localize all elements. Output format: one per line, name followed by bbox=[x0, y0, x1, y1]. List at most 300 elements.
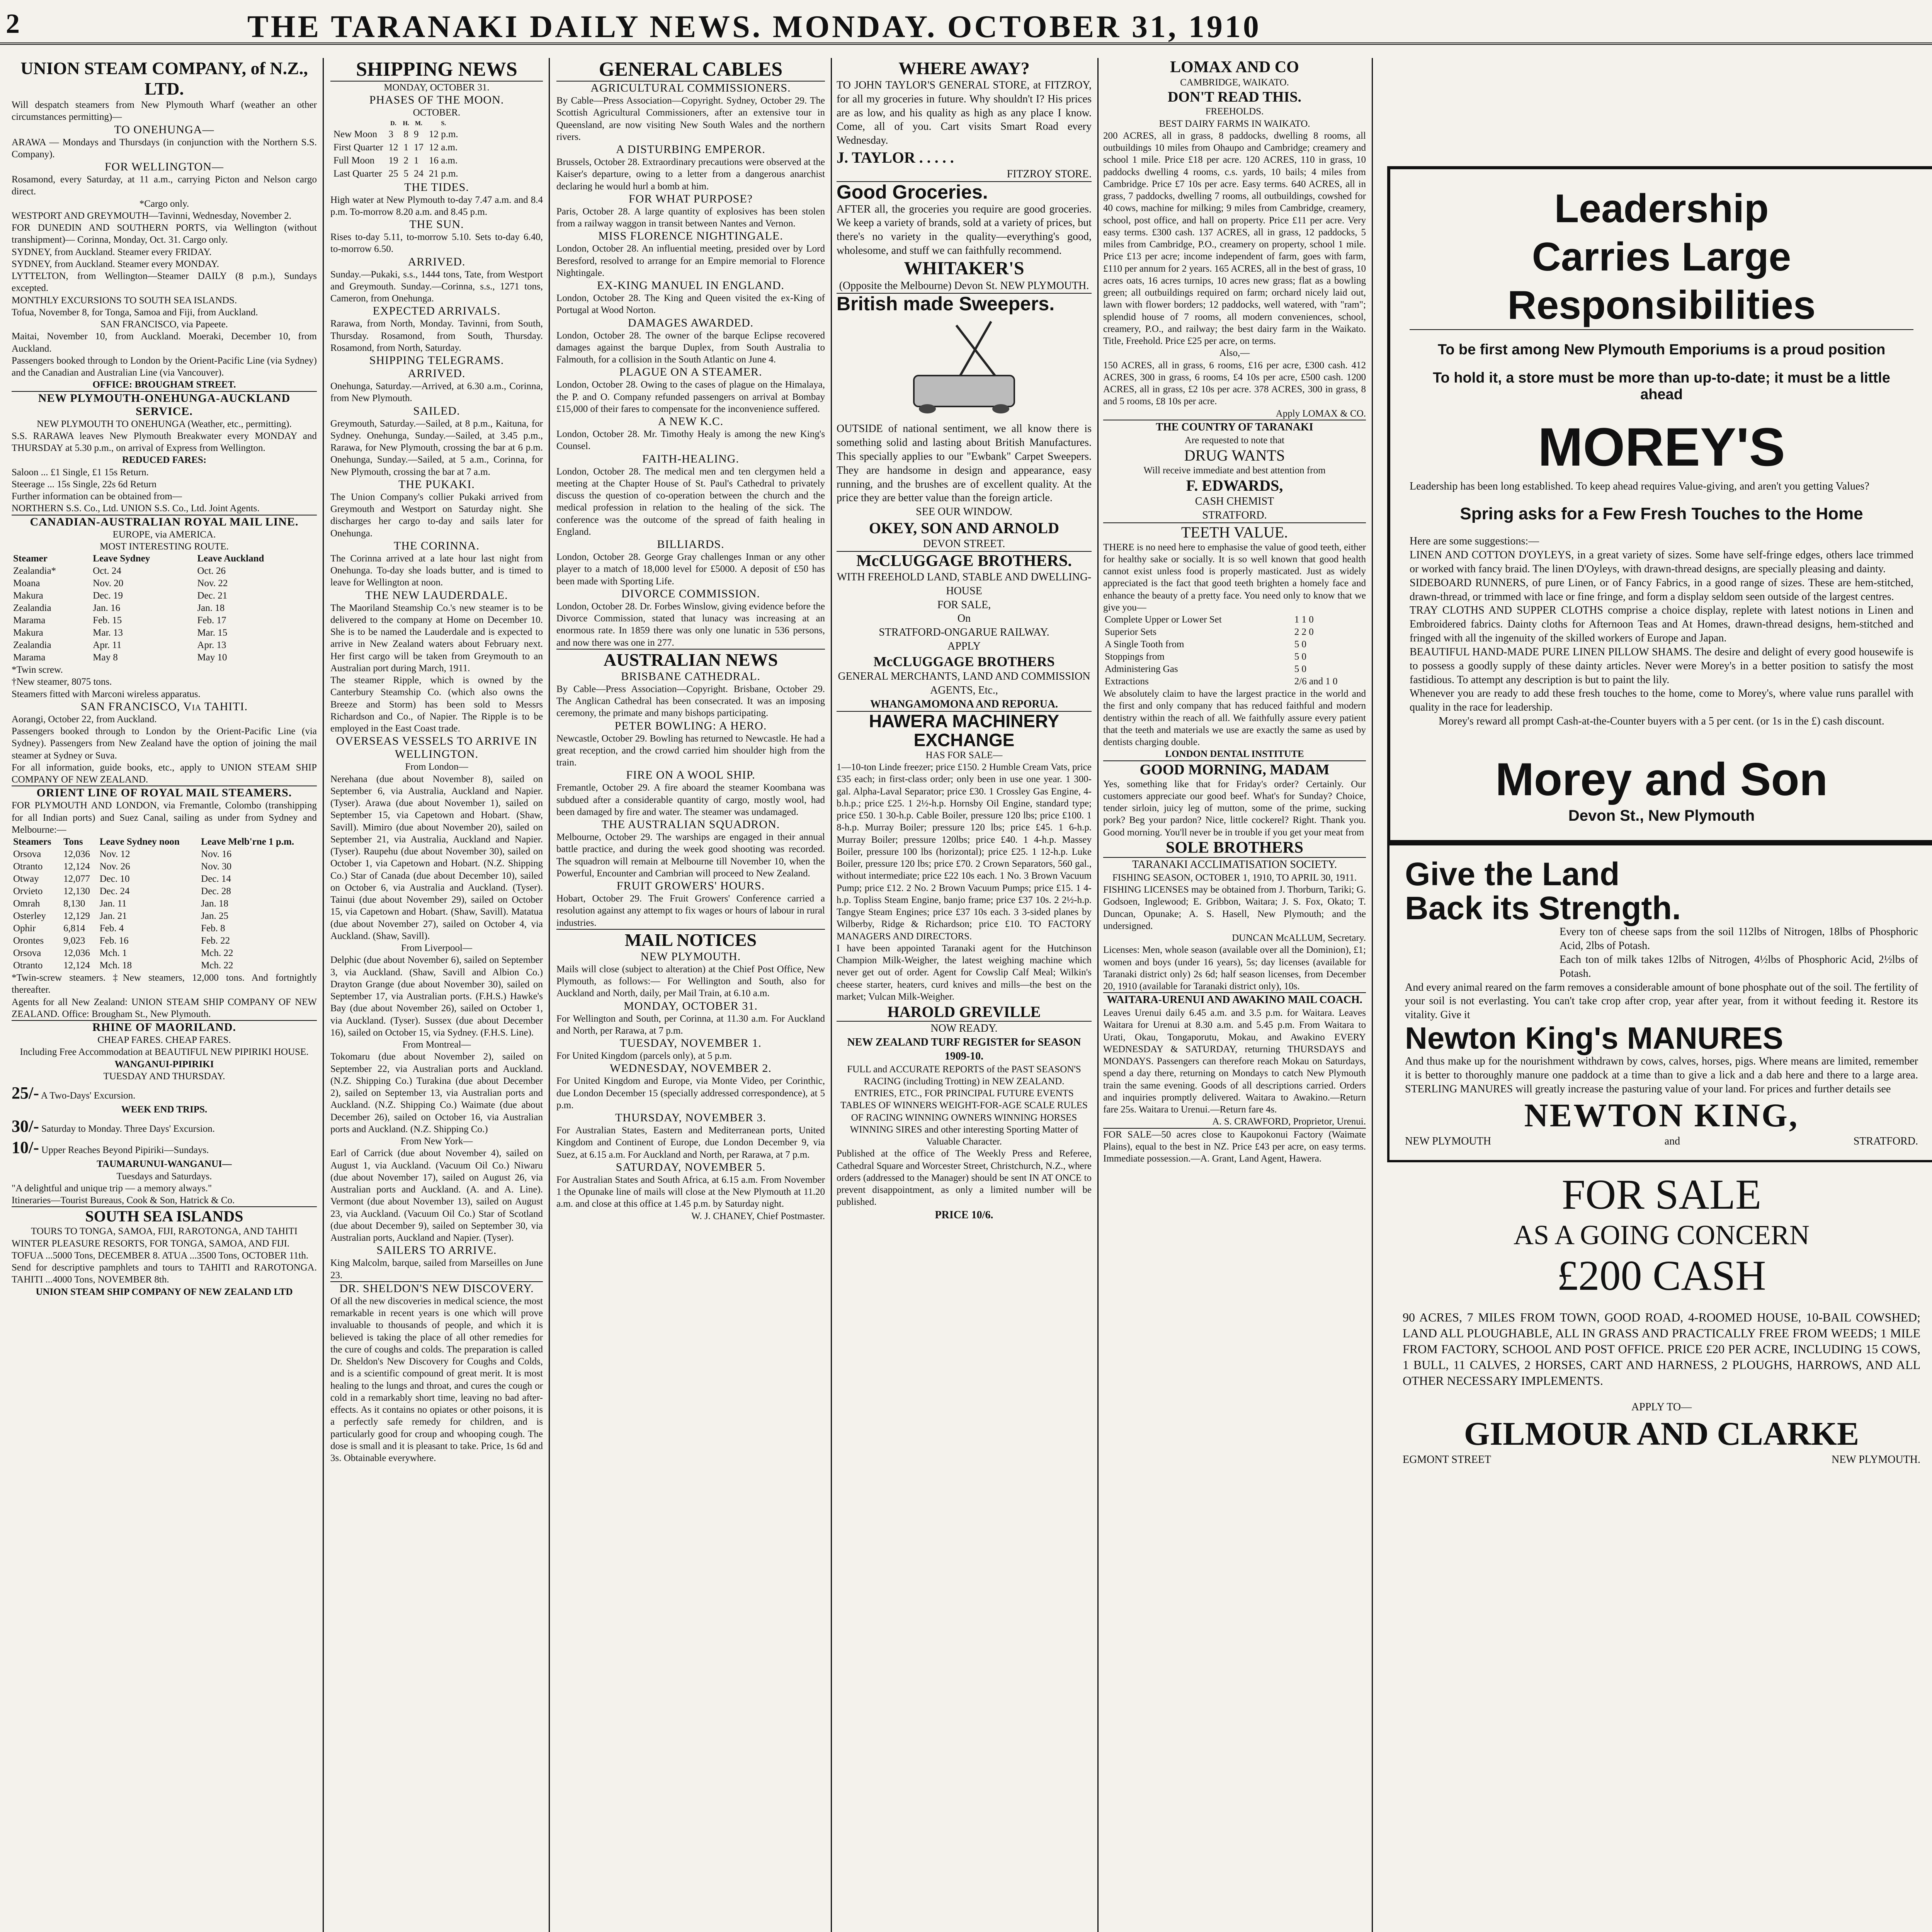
teeth-price-table bbox=[1103, 614, 1366, 688]
orient-cell: 12,124 bbox=[63, 960, 90, 971]
orient-cell: Nov. 12 bbox=[99, 849, 130, 859]
drug-text: Will receive immediate and best attention from bbox=[1143, 465, 1326, 476]
whangamomona: WHANGAMOMONA AND REPORUA. bbox=[870, 698, 1058, 710]
fire-heading: FIRE ON A WOOL SHIP. bbox=[626, 769, 755, 782]
responsibilities-heading: Responsibilities bbox=[1507, 282, 1816, 328]
telegrams-arrived: ARRIVED. bbox=[408, 367, 466, 380]
dunedin: FOR DUNEDIN AND SOUTHERN PORTS, via Wellington (without transhipment)— Corinna, Monday, Oct. 31. Cargo only. bbox=[12, 223, 317, 245]
orient-row bbox=[12, 848, 317, 861]
sheldon-text: Of all the new discoveries in medical science, the most remarkable in recent years is one which will prove invaluable to thousands of people, and which it is believed is taking the place of all other remedies for the cure of coughs and colds. The preparation is called Dr. Sheldon's New Discovery for Coughs and Colds, and is a scientific compound of great merit. It is most healing to the lungs and throat, and cures the cough or cold in a remarkably short time, leaving no bad after-effects. As it contains no opiates or other poisons, it is a perfectly safe remedy for children, and is particularly good for croup and whooping cough. The dose is small and it is pleasant to take. Price, 1s 6d and 3s. Obtainable everywhere. bbox=[330, 1296, 543, 1463]
orient-row bbox=[12, 885, 317, 898]
orient-cell: 12,077 bbox=[63, 874, 90, 884]
teeth-price-row bbox=[1103, 638, 1366, 651]
reduced-fares: REDUCED FARES: bbox=[122, 455, 207, 466]
agri-heading: AGRICULTURAL COMMISSIONERS. bbox=[590, 82, 791, 94]
orient-row bbox=[12, 910, 317, 922]
canadian-cell: May 8 bbox=[93, 652, 118, 663]
gilmour-and-clarke: GILMOUR AND CLARKE bbox=[1464, 1415, 1859, 1452]
fruit-heading: FRUIT GROWERS' HOURS. bbox=[616, 879, 765, 892]
canadian-cell: Dec. 21 bbox=[197, 590, 228, 601]
bowling-heading: PETER BOWLING: A HERO. bbox=[614, 719, 767, 732]
moon-cell: 5 bbox=[403, 168, 408, 179]
carpet-sweeper-icon bbox=[891, 318, 1037, 418]
crawford: A. S. CRAWFORD, Proprietor, Urenui. bbox=[1212, 1116, 1366, 1127]
orient-cell: Mch. 1 bbox=[99, 948, 127, 958]
pillow-shams: BEAUTIFUL HAND-MADE PURE LINEN PILLOW SHAMS. The desire and delight of every good housewife is to possess a goodly supply of these dainty articles. Never were Morey's in a better position to satisfy the most fastidious. To attempt any description is but to paint the lily. bbox=[1410, 646, 1913, 686]
emperor-text: Brussels, October 28. Extraordinary precautions were observed at the Kaiser's departure, owing to a letter from a dangerous anarchist declaring he would hurl a bomb at him. bbox=[556, 157, 825, 192]
morey-advertisement bbox=[1387, 166, 1932, 843]
waitara-text: Leaves Urenui daily 6.45 a.m. and 3.5 p.m. for Waitara. Leaves Waitara for Urenui at 8.30 a.m. and 5.45 p.m. From Waitara to Urati, Okau, Tongaporutu, Mokau, and Awakino EVERY WEDNESDAY & SATURDAY, returning THURSDAYS and MONDAYS. Passengers can therefore reach Mokau on Saturdays, spend a day there, returning on Mondays to catch New Plymouth train the same evening. Goods of all descriptions carried. Orders and inquiries promptly delivered. Waitara to Awakino.—Return fare 25s. Waitara to Urenui.—Return fare 4s. bbox=[1103, 1008, 1366, 1115]
drug-wants: DRUG WANTS bbox=[1184, 446, 1285, 464]
okey-son-arnold: OKEY, SON AND ARNOLD bbox=[869, 519, 1059, 537]
passengers: Passengers booked through to London by the Orient-Pacific Line (via Sydney) and the Canadian and Australian Line (via Vancouver). bbox=[12, 355, 317, 378]
orient-cell: Dec. 10 bbox=[99, 874, 130, 884]
teeth-price-cell: A Single Tooth from bbox=[1105, 639, 1184, 650]
october-label: OCTOBER. bbox=[413, 107, 461, 118]
canadian-cell: Makura bbox=[13, 590, 43, 601]
bowling-text: Newcastle, October 29. Bowling has returned to Newcastle. He had a great reception, and the crowd carried him shoulder high from the train. bbox=[556, 733, 825, 768]
canadian-cell: May 10 bbox=[197, 652, 227, 663]
moon-cell: 1 bbox=[403, 142, 408, 153]
orient-heading: ORIENT LINE OF ROYAL MAIL STEAMERS. bbox=[36, 786, 292, 799]
sun-text: Rises to-day 5.11, to-morrow 5.10. Sets to-day 6.40, to-morrow 6.50. bbox=[330, 232, 543, 255]
tofua-dates: TOFUA ...5000 Tons, DECEMBER 8. ATUA ...3500 Tons, OCTOBER 11th. bbox=[12, 1250, 309, 1261]
mailings: Maitai, November 10, from Auckland. Moeraki, December 10, from Auckland. bbox=[12, 331, 317, 354]
northern-agents: NORTHERN S.S. Co., Ltd. UNION S.S. Co., Ltd. Joint Agents. bbox=[12, 503, 260, 514]
moon-column-header: S. bbox=[441, 120, 446, 127]
fishing-season: FISHING SEASON, OCTOBER 1, 1910, TO APRIL 30, 1911. bbox=[1112, 872, 1357, 883]
british-sweepers-text: OUTSIDE of national sentiment, we all know there is something solid and lasting about British Manufactures. This specially applies to our "Ewbank" Carpet Sweepers. They are handsome in design and appearance, easy running, and the brushes are of excellent quality. At the price they are better value than the foreign article. bbox=[837, 423, 1092, 504]
arrived-heading: ARRIVED. bbox=[408, 255, 466, 268]
whitaker-sub: (Opposite the Melbourne) Devon St. NEW PLYMOUTH. bbox=[839, 279, 1089, 292]
steerage: Steerage ... 15s Single, 22s 6d Return bbox=[12, 479, 156, 490]
fitzroy-store: FITZROY STORE. bbox=[1007, 168, 1092, 180]
merchants: GENERAL MERCHANTS, LAND AND COMMISSION AGENTS, Etc., bbox=[838, 670, 1090, 696]
two-days: A Two-Days' Excursion. bbox=[41, 1090, 136, 1101]
canadian-row bbox=[12, 577, 317, 590]
sf-info: For all information, guide books, etc., apply to UNION STEAM SHIP COMPANY OF NEW ZEALAND. bbox=[12, 762, 317, 785]
british-sweepers-heading: British made Sweepers. bbox=[837, 293, 1055, 315]
orient-cell: Jan. 11 bbox=[99, 898, 127, 909]
lauderdale-heading: THE NEW LAUDERDALE. bbox=[365, 588, 508, 602]
column-divider bbox=[831, 58, 832, 1932]
canadian-cell: Jan. 16 bbox=[93, 603, 121, 613]
orient-cell: Nov. 26 bbox=[99, 861, 130, 872]
moon-cell: 21 p.m. bbox=[429, 168, 458, 179]
teeth-price-cell: 5 0 bbox=[1294, 664, 1307, 675]
orient-cell: Otranto bbox=[13, 960, 43, 971]
moon-cell: 12 bbox=[388, 142, 398, 153]
saturday-text: For Australian States and South Africa, at 6.15 a.m. From November 1 the Opunake line of mails will close at the New Plymouth at 11.20 a.m. and close at this office at 1.45 p.m. by Saturday night. bbox=[556, 1174, 825, 1209]
wednesday-heading: WEDNESDAY, NOVEMBER 2. bbox=[610, 1062, 772, 1075]
requested: Are requested to note that bbox=[1184, 435, 1285, 446]
nk-new-plymouth: NEW PLYMOUTH bbox=[1405, 1135, 1492, 1148]
general-cables-heading: GENERAL CABLES bbox=[599, 58, 783, 80]
canadian-cell: Mar. 13 bbox=[93, 628, 123, 638]
faith-heading: FAITH-HEALING. bbox=[642, 452, 739, 465]
moon-cell: 3 bbox=[388, 129, 393, 139]
onehunga-heading: TO ONEHUNGA— bbox=[114, 123, 214, 136]
orient-row bbox=[12, 947, 317, 959]
canadian-cell: Apr. 11 bbox=[93, 640, 122, 650]
egmont-street: EGMONT STREET bbox=[1403, 1453, 1491, 1466]
thursday-heading: THURSDAY, NOVEMBER 3. bbox=[615, 1111, 767, 1124]
nk-stratford: STRATFORD. bbox=[1853, 1135, 1918, 1148]
saloon: Saloon ... £1 Single, £1 15s Return. bbox=[12, 467, 149, 478]
back-strength-heading: Back its Strength. bbox=[1405, 890, 1681, 926]
canadian-column-header: Leave Auckland bbox=[197, 553, 264, 564]
sf-tahiti-heading: SAN FRANCISCO, Via TAHITI. bbox=[80, 700, 248, 713]
sun-heading: THE SUN. bbox=[409, 218, 464, 231]
canadian-cell: Marama bbox=[13, 652, 46, 663]
moon-cell: 12 p.m. bbox=[429, 129, 458, 139]
purpose-heading: FOR WHAT PURPOSE? bbox=[629, 192, 753, 205]
fruit-text: Hobart, October 29. The Fruit Growers' Conference carried a resolution against any attempt to fix wages or hours of labour in rural industries. bbox=[556, 893, 825, 928]
cash-heading: £200 CASH bbox=[1557, 1252, 1766, 1299]
manuel-heading: EX-KING MANUEL IN ENGLAND. bbox=[597, 279, 784, 292]
best-dairy: BEST DAIRY FARMS IN WAIKATO. bbox=[1159, 118, 1310, 129]
sideboard-runners: SIDEBOARD RUNNERS, of pure Linen, or of Fancy Fabrics, in a good range of sizes. These are hem-stitched, drawn-thread, or trimmed with lace or fine fringe, and form a display seldom seen outside of the largest centres. bbox=[1410, 577, 1913, 603]
nk-and: and bbox=[1664, 1135, 1680, 1148]
montreal-text: Tokomaru (due about November 2), sailed on September 22, via Australian ports and Auckland. (N.Z. Shipping Co.) Turakina (due about December 2), sailed on September 13, via Australian ports and Auckland. (N.Z. Shipping Co.) Waimate (due about December 26), sailed on October 16, via Australian ports and Auckland. (N.Z. Shipping Co.) bbox=[330, 1051, 543, 1134]
ripple-text: The steamer Ripple, which is owned by the Canterbury Steamship Co. (which also owns the Breeze and Storm) has been sold to Messrs Richardson and Co., of Napier. The Ripple is to be employed in the East Coast trade. bbox=[330, 675, 543, 734]
lyttelton: LYTTELTON, from Wellington—Steamer DAILY (8 p.m.), Sundays excepted. bbox=[12, 271, 317, 294]
union-footer: UNION STEAM SHIP COMPANY OF NEW ZEALAND LTD bbox=[36, 1286, 293, 1297]
canadian-cell: Makura bbox=[13, 628, 43, 638]
also-text: 150 ACRES, all in grass, 6 rooms, £16 per acre, £300 cash. 412 ACRES, 300 in grass, 6 rooms, £4 10s per acre, £500 cash. 1200 ACRES, all in grass, £2 10s per acre. 378 ACRES, 300 in grass, 8 and 5 rooms, £8 10s per acre. bbox=[1103, 360, 1366, 407]
carries-large-heading: Carries Large bbox=[1532, 234, 1791, 279]
moon-cell: 24 bbox=[413, 168, 423, 179]
monday-heading: MONDAY, OCTOBER 31. bbox=[624, 999, 758, 1012]
rhine-heading: RHINE OF MAORILAND. bbox=[92, 1021, 236, 1034]
teeth-price-cell: Administering Gas bbox=[1105, 664, 1178, 675]
orient-cell: 12,036 bbox=[63, 948, 90, 958]
column-shipping-news bbox=[330, 58, 543, 1932]
for-sale: FOR SALE, bbox=[937, 599, 991, 611]
lomax-text: 200 ACRES, all in grass, 8 paddocks, dwelling 8 rooms, all outbuildings 10 miles from Ohaupo and Cambridge; creamery and school 1 mile. Price £18 per acre. 120 ACRES, 110 in grass, 10 paddocks dwelling 4 rooms, c.s. yards, 10 bails; 4 miles from Cambridge. Price £7 10s per acre. Easy terms. 640 ACRES, all in grass, 7 paddocks, dwelling 7 rooms, all outbuildings, cowshed for 40 cows, machine for milking; 9 miles from Cambridge, creamery, school, post office, and hall on property. Price £11 per acre. Very easy terms. £300 cash. 137 ACRES, all in grass, 12 paddocks, 5 miles from Cambridge, P.O., creamery on property, school 1 mile. Price £13 per acre; income independent of farm, goes with farm, £110 per annum for 2 years. 165 ACRES, all in the best of grass, 10 acres oats, 16 acres turnips, 10 acres new grass; flat as a bowling green; all outbuildings required on farm; orchard nicely laid out, lawn with flower borders; 12 paddocks, well watered, with "ram"; splendid house of 7 rooms, all modern conveniences, school, creamery, P.O., and railway; the best dairy farm in the Waikato. Title, Freehold. Price £25 per acre, on terms. bbox=[1103, 130, 1366, 346]
corinna-text: The Corinna arrived at a late hour last night from Onehunga. To-day she loads butter, and is timed to leave for Wellington at noon. bbox=[330, 553, 543, 588]
orient-cell: Ophir bbox=[13, 923, 36, 934]
expected-heading: EXPECTED ARRIVALS. bbox=[372, 304, 501, 318]
canadian-row bbox=[12, 639, 317, 651]
damages-text: London, October 28. The owner of the barque Eclipse recovered damages against the barque Duplex, from South Australia to Falmouth, for a collision in the South Atlantic on June 4. bbox=[556, 330, 825, 365]
going-concern: AS A GOING CONCERN bbox=[1513, 1219, 1810, 1251]
orient-agents: Agents for all New Zealand: UNION STEAM SHIP COMPANY OF NEW ZEALAND. Office: Brougham St., New Plymouth. bbox=[12, 997, 317, 1019]
moon-cell: Full Moon bbox=[333, 155, 375, 166]
country-heading: THE COUNTRY OF TARANAKI bbox=[1156, 421, 1313, 433]
teeth-price-row bbox=[1103, 614, 1366, 626]
orient-cell: Orsova bbox=[13, 948, 41, 958]
stratford: STRATFORD. bbox=[1202, 509, 1267, 521]
sailed-text: Greymouth, Saturday.—Sailed, at 8 p.m., Kaituna, for Sydney. Onehunga, Sunday.—Sailed, at 3.45 p.m., Rarawa, for New Plymouth, crossing the bar at 6 p.m. Onehunga, Sunday.—Sailed, at 5 a.m., Corinna, for New Plymouth, crossing the bar at 7 a.m. bbox=[330, 418, 543, 477]
taylor: J. TAYLOR . . . . . bbox=[837, 149, 954, 167]
also: Also,— bbox=[1219, 348, 1250, 359]
kc-heading: A NEW K.C. bbox=[658, 415, 724, 428]
on-label: On bbox=[957, 612, 971, 625]
has-for-sale: HAS FOR SALE— bbox=[925, 750, 1003, 760]
billiards-text: London, October 28. George Gray challenges Inman or any other player to a match of 18,000 level for £5000. A deposit of £50 has been made with Sporting Life. bbox=[556, 552, 825, 587]
orient-schedule-table bbox=[12, 836, 317, 972]
from-newyork: From New York— bbox=[400, 1136, 473, 1146]
licenses: Licenses: Men, whole season (available over all the Dominion), £1; women and boys (under 16 years), 5s; day licenses (available for Taranaki district only) 2s 6d; half season licenses, from December 20, 1910 (available for Taranaki district only), 10s. bbox=[1103, 945, 1366, 992]
good-groceries-heading: Good Groceries. bbox=[837, 181, 988, 203]
canadian-cell: Jan. 18 bbox=[197, 603, 225, 613]
canadian-column-header: Steamer bbox=[13, 553, 48, 564]
cheese-text: Every ton of cheese saps from the soil 112lbs of Nitrogen, 18lbs of Phosphoric Acid, 2lbs of Potash. bbox=[1560, 926, 1918, 952]
sydney-auckland-2: SYDNEY, from Auckland. Steamer every MONDAY. bbox=[12, 259, 219, 269]
orient-cell: Jan. 25 bbox=[201, 911, 228, 921]
good-morning-text: Yes, something like that for Friday's order? Certainly. Our customers appreciate our good beef. What's for Sunday? Choice, tender sirloin, juicy leg of mutton, some of the prime, sucking pork? Beg your pardon? Nice, little cockerel? Right. Thank you. Good morning. You'll never be in trouble if you get your meat from bbox=[1103, 779, 1366, 838]
tuesday-text: For United Kingdom (parcels only), at 5 p.m. bbox=[556, 1051, 732, 1061]
orient-cell: Feb. 22 bbox=[201, 935, 230, 946]
telegrams-text: Onehunga, Saturday.—Arrived, at 6.30 a.m., Corinna, from New Plymouth. bbox=[330, 381, 543, 404]
column-divider bbox=[1097, 58, 1099, 1932]
newton-king-advertisement bbox=[1387, 843, 1932, 1162]
np-onehunga-heading: NEW PLYMOUTH-ONEHUNGA-AUCKLAND SERVICE. bbox=[38, 391, 291, 418]
orient-cell: Feb. 8 bbox=[201, 923, 225, 934]
nightingale-text: London, October 28. An influential meeting, presided over by Lord Beresford, resolved to arrange for an Empire memorial to Florence Nightingale. bbox=[556, 243, 825, 278]
moon-cell: 25 bbox=[388, 168, 398, 179]
from-liverpool: From Liverpool— bbox=[401, 943, 472, 953]
canadian-cell: Oct. 26 bbox=[197, 566, 226, 576]
manures-text: And thus make up for the nourishment withdrawn by cows, calves, horses, pigs. Where means are limited, remember it is better to thoroughly manure one paddock at a time than to give a lick and a dab here and there to a large area. STERLING MANURES will greatly increase the pasturing value of your land. For prices and further details see bbox=[1405, 1055, 1918, 1095]
orient-cell: Feb. 4 bbox=[99, 923, 124, 934]
further-info: Further information can be obtained from— bbox=[12, 491, 182, 502]
squadron-heading: THE AUSTRALIAN SQUADRON. bbox=[601, 818, 780, 831]
teeth-text-2: We absolutely claim to have the largest practice in the world and the first and only company that has reduced faithful and modern dentistry within the reach of all. We faithfully assure every patient that the teeth and materials we use are exactly the same as used by dentists charging double. bbox=[1103, 689, 1366, 748]
orient-cell: Jan. 18 bbox=[201, 898, 228, 909]
orient-column-header: Leave Sydney noon bbox=[99, 837, 180, 847]
apply-to: APPLY TO— bbox=[1631, 1401, 1692, 1413]
canadian-row bbox=[12, 651, 317, 664]
tides-heading: THE TIDES. bbox=[404, 180, 469, 194]
brisbane-text: By Cable—Press Association—Copyright. Brisbane, October 29. The Anglican Cathedral has been consecrated. It was an imposing ceremony, the primate and many bishops participating. bbox=[556, 684, 825, 719]
canadian-cell: Nov. 22 bbox=[197, 578, 228, 588]
sailers-heading: SAILERS TO ARRIVE. bbox=[376, 1244, 497, 1257]
orient-cell: Orvieto bbox=[13, 886, 43, 896]
masthead bbox=[0, 0, 1932, 45]
orient-cell: Nov. 16 bbox=[201, 849, 232, 859]
morey-address: Devon St., New Plymouth bbox=[1568, 807, 1755, 824]
itineraries-2: Send for descriptive pamphlets and tours to TAHITI and RAROTONGA. TAHITI ...4000 Tons, NOVEMBER 8th. bbox=[12, 1262, 317, 1285]
tray-cloths: TRAY CLOTHS AND SUPPER CLOTHS comprise a choice display, replete with latest notions in Linen and Embroidered fabrics. Dainty cloths for Afternoon Teas and At Homes, drawn-thread designs, hem-stitched and fringed with all the ingenuity of the skilled workers of Europe and Japan. bbox=[1410, 604, 1913, 645]
orient-row bbox=[12, 959, 317, 972]
sole-brothers: SOLE BROTHERS bbox=[1166, 838, 1303, 857]
accommodation: Including Free Accommodation at BEAUTIFUL NEW PIPIRIKI HOUSE. bbox=[20, 1047, 309, 1058]
teeth-price-row bbox=[1103, 651, 1366, 663]
teeth-price-row bbox=[1103, 663, 1366, 675]
teeth-price-row bbox=[1103, 675, 1366, 688]
column-ads-right bbox=[1103, 58, 1366, 1932]
harold-greville: HAROLD GREVILLE bbox=[887, 1003, 1041, 1021]
teeth-price-cell: 2 2 0 bbox=[1294, 627, 1314, 638]
turf-register: NEW ZEALAND TURF REGISTER for SEASON 1909-10. bbox=[847, 1036, 1081, 1062]
hawera-heading: HAWERA MACHINERY EXCHANGE bbox=[869, 711, 1060, 750]
acclim-text: FISHING LICENSES may be obtained from J. Thorburn, Tariki; G. Godsoen, Inglewood; E. Gribbon, Waitara; J. S. Fox, Okato; T. Duncan, Opunake; A. S. Hasell, New Plymouth; and the undersigned. bbox=[1103, 884, 1366, 931]
corinna-heading: THE CORINNA. bbox=[394, 539, 480, 552]
sailers-text: King Malcolm, barque, sailed from Marseilles on June 23. bbox=[330, 1258, 543, 1281]
tours: TOURS TO TONGA, SAMOA, FIJI, RAROTONGA, AND TAHITI bbox=[31, 1226, 298, 1237]
orient-cell: 12,124 bbox=[63, 861, 90, 872]
moon-cell: New Moon bbox=[333, 129, 378, 139]
union-intro: Will despatch steamers from New Plymouth Wharf (weather an other circumstances permitting)— bbox=[12, 100, 317, 122]
reward: Morey's reward all prompt Cash-at-the-Counter buyers with a 5 per cent. (or 1s in the £) cash discount. bbox=[1439, 715, 1884, 727]
orient-cell: Orontes bbox=[13, 935, 44, 946]
london-dental: LONDON DENTAL INSTITUTE bbox=[1165, 749, 1304, 760]
new-plymouth-heading: NEW PLYMOUTH. bbox=[640, 950, 741, 963]
union-company-heading: UNION STEAM COMPANY, of N.Z., LTD. bbox=[20, 58, 308, 99]
teeth-price-row bbox=[1103, 626, 1366, 638]
stratford-railway: STRATFORD-ONGARUE RAILWAY. bbox=[879, 626, 1049, 639]
column-display-ads bbox=[1387, 58, 1932, 1932]
mcallum: DUNCAN McALLUM, Secretary. bbox=[1232, 933, 1366, 944]
saturday-monday: Saturday to Monday. Three Days' Excursion. bbox=[41, 1124, 215, 1134]
plague-text: London, October 28. Owing to the cases of plague on the Himalaya, the P. and O. Company refunded passengers on arrival at Bombay £15,000 of their fares to compensate for the inconvenience suffered. bbox=[556, 379, 825, 414]
tuesday-heading: TUESDAY, NOVEMBER 1. bbox=[620, 1037, 762, 1049]
wednesday-text: For United Kingdom and Europe, via Monte Video, per Corinthic, due London December 15 (specially addressed correspondence), at 5 p.m. bbox=[556, 1076, 825, 1111]
where-away-heading: WHERE AWAY? bbox=[898, 58, 1030, 78]
from-montreal: From Montreal— bbox=[402, 1039, 471, 1050]
morey-leadership-text: Leadership has been long established. To keep ahead requires Value-giving, and aren't you getting Values? bbox=[1410, 480, 1869, 493]
moon-row bbox=[331, 155, 461, 167]
canadian-row bbox=[12, 614, 317, 627]
taumarunui: TAUMARUNUI-WANGANUI— bbox=[97, 1159, 232, 1170]
orient-cell: Nov. 30 bbox=[201, 861, 232, 872]
np-onehunga: NEW PLYMOUTH TO ONEHUNGA (Weather, etc., permitting). bbox=[37, 418, 292, 429]
milk-text: Each ton of milk takes 12lbs of Nitrogen, 4½lbs of Phosphoric Acid, 2½lbs of Potash. bbox=[1560, 953, 1918, 980]
sf-text: Passengers booked through to London by the Orient-Pacific Line (via Sydney). Passengers from New Zealand have the option of joining the mail steamer at Sydney or Suva. bbox=[12, 726, 317, 761]
teeth-price-cell: Extractions bbox=[1105, 676, 1149, 687]
where-away-text: TO JOHN TAYLOR'S GENERAL STORE, at FITZROY, for all my groceries in future. Why shouldn't I? His prices are as low, and his quality as high as any place I know. Come, all of you. Cart visits Smart Road every Wednesday. bbox=[837, 79, 1092, 147]
price: PRICE 10/6. bbox=[935, 1209, 993, 1221]
animal-text: And every animal reared on the farm removes a considerable amount of bone phosphate out of the soil. The fertility of your soil is not everlasting. You can't take crop after crop, year after year, from it without feeding it. Restore its vitality. Give it bbox=[1405, 981, 1918, 1021]
teeth-price-cell: Superior Sets bbox=[1105, 627, 1157, 638]
telegrams-heading: SHIPPING TELEGRAMS. bbox=[369, 354, 504, 367]
teeth-price-cell: Stoppings from bbox=[1105, 651, 1165, 662]
apply-lomax: Apply LOMAX & CO. bbox=[1276, 408, 1366, 419]
orient-cell: Mch. 18 bbox=[99, 960, 132, 971]
column-divider bbox=[549, 58, 550, 1932]
damages-heading: DAMAGES AWARDED. bbox=[628, 316, 754, 329]
orient-cell: Feb. 16 bbox=[99, 935, 129, 946]
leadership-heading: Leadership bbox=[1554, 186, 1769, 231]
entries: ENTRIES, ETC., FOR PRINCIPAL FUTURE EVENTS TABLES OF WINNERS WEIGHT-FOR-AGE SCALE RULES OF RACING WINNING OWNERS WINNING HORSES WINNING SIRES and other interesting Sporting Matter of Valuable Character. bbox=[840, 1088, 1088, 1147]
moon-cell: 17 bbox=[413, 142, 423, 153]
for-sale-heading: FOR SALE bbox=[1561, 1171, 1762, 1218]
teeth-price-cell: 5 0 bbox=[1294, 639, 1307, 650]
south-sea-heading: SOUTH SEA ISLANDS bbox=[85, 1208, 243, 1225]
hawera-text: 1—10-ton Linde freezer; price £150. 2 Humble Cream Vats, price £35 each; in first-class order; only been in use one year. 1 300-gal. Alpha-Laval Separator; price £30. 1 Crossley Gas Engine, 4-b.h.p.; price £25. 1 2½-h.p. Hornsby Oil Engine, standard type; price £50. 1 30-h.p. Cable Boiler, pressure 120 lbs; price £100. 1 8-h.p. Murray Boiler; pressure 120 lbs; price £45. 1 6-h.p. Murray Boiler; pressure 120lbs; price £40. 1 4-h.p. Massey Boiler, pressure 100 lbs (horizontal); price £25. 1 12-h.p. Luke Boiler, pressure 120 lbs; price £70. 2 Crown Separators, 560 gal., without intermediate; price £22 10s each. 1 No. 3 Brown Vacuum Pump; price £12. 2 No. 2 Brown Vacuum Pumps; price £15. 1 4-h.p. Topliss Steam Engine, banjo frame; price £37 10s. 2 2½-h.p. Tangye Steam Engines; price £37 10s each. 3 3-sided planes by Wilberby, Ridge & Richardson; price £10. TO FACTORY MANAGERS AND DIRECTORS. bbox=[837, 762, 1092, 942]
upper-reaches: Upper Reaches Beyond Pipiriki—Sundays. bbox=[41, 1145, 209, 1156]
saturday-heading: SATURDAY, NOVEMBER 5. bbox=[616, 1160, 766, 1173]
orient-cell: 12,036 bbox=[63, 849, 90, 859]
canadian-schedule-table bbox=[12, 553, 317, 664]
orient-cell: Orsova bbox=[13, 849, 41, 859]
orient-cell: 9,023 bbox=[63, 935, 85, 946]
orient-column-header: Tons bbox=[63, 837, 83, 847]
agent-text: I have been appointed Taranaki agent for the Hutchinson Champion Milk-Weigher, the latest weighing machine which never get out of order. Agent for Cowslip Calf Meal; Wilkin's cheese starter, heaters, curd knives and mills—the best on the market; Vulcan Milk-Weigher. bbox=[837, 943, 1092, 1002]
cargo-only: *Cargo only. bbox=[139, 198, 189, 209]
canadian-cell: Zealandia bbox=[13, 640, 51, 650]
cheap-fares: CHEAP FARES. CHEAP FARES. bbox=[97, 1035, 231, 1045]
orient-cell: 8,130 bbox=[63, 898, 85, 909]
lauderdale-text: The Maoriland Steamship Co.'s new steamer is to be delivered to the company at Home on December 10. She is to be named the Lauderdale and is expected to arrive in New Zealand waters about February next. Her first cargo will be taken from Greymouth to an Australian port during March, 1911. bbox=[330, 602, 543, 673]
agri-text: By Cable—Press Association—Copyright. Sydney, October 29. The Scottish Agricultural Commissioners, after an extensive tour in Queensland, are now visiting New South Wales and the northern rivers. bbox=[556, 95, 825, 142]
tides-text: High water at New Plymouth to-day 7.47 a.m. and 8.4 p.m. To-morrow 8.20 a.m. and 8.45 p.m. bbox=[330, 194, 543, 217]
delightful: "A delightful and unique trip — a memory always." bbox=[12, 1183, 212, 1194]
fire-text: Fremantle, October 29. A fire aboard the steamer Koombana was subdued after a considerable quantity of cargo, mostly wool, had been damaged by fire and water. The steamer was undamaged. bbox=[556, 782, 825, 817]
canadian-cell: Zealandia bbox=[13, 603, 51, 613]
moon-cell: 8 bbox=[403, 129, 408, 139]
linen-doyleys: LINEN AND COTTON D'OYLEYS, in a great variety of sizes. Some have self-fringe edges, others lace trimmed or worked with fancy braid. The linen D'Oyleys, with drawn-thread designs, are specially pleasing and dainty. bbox=[1410, 549, 1913, 575]
whitaker: WHITAKER'S bbox=[904, 258, 1024, 279]
page-number: 2 bbox=[6, 8, 20, 39]
orient-notes: *Twin-screw steamers. ‡New steamers, 12,000 tons. And fortnightly thereafter. bbox=[12, 973, 317, 995]
mcluggage-brothers: McCLUGGAGE BROTHERS bbox=[873, 653, 1055, 669]
orient-cell: Dec. 24 bbox=[99, 886, 130, 896]
teeth-price-cell: Complete Upper or Lower Set bbox=[1105, 614, 1222, 625]
manuel-text: London, October 28. The King and Queen visited the ex-King of Portugal at Wood Norton. bbox=[556, 293, 825, 316]
cash-chemist: CASH CHEMIST bbox=[1195, 495, 1274, 508]
acclim-heading: TARANAKI ACCLIMATISATION SOCIETY. bbox=[1132, 858, 1337, 871]
australian-news-heading: AUSTRALIAN NEWS bbox=[603, 650, 778, 670]
westport: WESTPORT AND GREYMOUTH—Tavinni, Wednesday, November 2. bbox=[12, 210, 292, 221]
canadian-cell: Nov. 20 bbox=[93, 578, 124, 588]
moon-cell: 2 bbox=[403, 155, 408, 166]
turf-text: FULL and ACCURATE REPORTS of the PAST SEASON'S RACING (including Trotting) in NEW ZEALAND. bbox=[847, 1064, 1081, 1087]
now-ready: NOW READY. bbox=[930, 1022, 998, 1035]
from-london: From London— bbox=[405, 762, 468, 772]
canadian-cell: Zealandia* bbox=[13, 566, 56, 576]
squadron-text: Melbourne, October 29. The warships are engaged in their annual battle practice, and during the week good shooting was recorded. The squadron will remain at Melbourne till November 10, when the Powerful, Encounter and Cambrian will proceed to New Zealand. bbox=[556, 832, 825, 879]
moon-column-header: M. bbox=[415, 120, 422, 127]
orient-cell: Otranto bbox=[13, 861, 43, 872]
onehunga-text: ARAWA — Mondays and Thursdays (in conjunction with the Northern S.S. Company). bbox=[12, 137, 317, 160]
tues-sat: Tuesdays and Saturdays. bbox=[116, 1171, 212, 1182]
give-the-land-heading: Give the Land bbox=[1405, 855, 1620, 892]
moreys-heading: MOREY'S bbox=[1537, 417, 1786, 478]
plague-heading: PLAGUE ON A STEAMER. bbox=[619, 366, 762, 379]
canadian-cell: Mar. 15 bbox=[197, 628, 228, 638]
teeth-text: THERE is no need here to emphasise the value of good teeth, either for healthy sake or socially. It is so well known that good health cannot exist unless food is properly masticated. Just as widely appreciated is the fact that good teeth brighten a homely face and enhance the beauty of a pretty face. You need only to know that we give you— bbox=[1103, 542, 1366, 613]
twin-screw-note: *Twin screw. bbox=[12, 665, 63, 675]
moon-row bbox=[331, 168, 461, 180]
san-francisco: SAN FRANCISCO, via Papeete. bbox=[100, 319, 228, 330]
column-general-cables bbox=[556, 58, 825, 1932]
column-ads-middle bbox=[837, 58, 1092, 1932]
moon-cell: First Quarter bbox=[333, 142, 383, 153]
np-text: S.S. RARAWA leaves New Plymouth Breakwater every MONDAY and THURSDAY at 5.30 p.m., on arrival of Express from Wellington. bbox=[12, 430, 317, 453]
edwards: F. EDWARDS, bbox=[1186, 477, 1283, 495]
first-among: To be first among New Plymouth Emporiums is a proud position bbox=[1437, 342, 1886, 358]
to-hold-it: To hold it, a store must be more than up-to-date; it must be a little ahead bbox=[1433, 370, 1890, 403]
marconi-note: Steamers fitted with Marconi wireless apparatus. bbox=[12, 689, 201, 699]
liverpool-text: Delphic (due about November 6), sailed on September 3, via Auckland. (Shaw, Savill and Albion Co.) Drayton Grange (due about November 30), sailed on September 17, via Australian ports. (F.H.S.) Hawke's Bay (due about November 26), sailed on October 1, via Auckland. (Tyser). Sussex (due about December 16), sailed on October 15, via Sydney. (F.H.S. Line). bbox=[330, 955, 543, 1038]
arrived-text: Sunday.—Pukaki, s.s., 1444 tons, Tate, from Westport and Greymouth. Sunday.—Corinna, s.s., 1271 tons, Cameron, from Onehunga. bbox=[330, 269, 543, 304]
kc-text: London, October 28. Mr. Timothy Healy is among the new King's Counsel. bbox=[556, 429, 825, 452]
mcluggage-heading: McCLUGGAGE BROTHERS. bbox=[856, 552, 1072, 570]
teeth-price-cell: 1 1 0 bbox=[1294, 614, 1314, 625]
orient-cell: Jan. 21 bbox=[99, 911, 127, 921]
moon-phases-table bbox=[330, 119, 461, 181]
newton-king: NEWTON KING, bbox=[1524, 1097, 1799, 1134]
moon-cell: 19 bbox=[388, 155, 398, 166]
orient-cell: Dec. 14 bbox=[201, 874, 231, 884]
sydney-auckland: SYDNEY, from Auckland. Steamer every FRIDAY. bbox=[12, 247, 212, 257]
winter-resorts: WINTER PLEASURE RESORTS, FOR TONGA, SAMOA, AND FIJI. bbox=[12, 1238, 290, 1249]
morey-and-son: Morey and Son bbox=[1495, 753, 1828, 805]
orient-cell: 6,814 bbox=[63, 923, 85, 934]
